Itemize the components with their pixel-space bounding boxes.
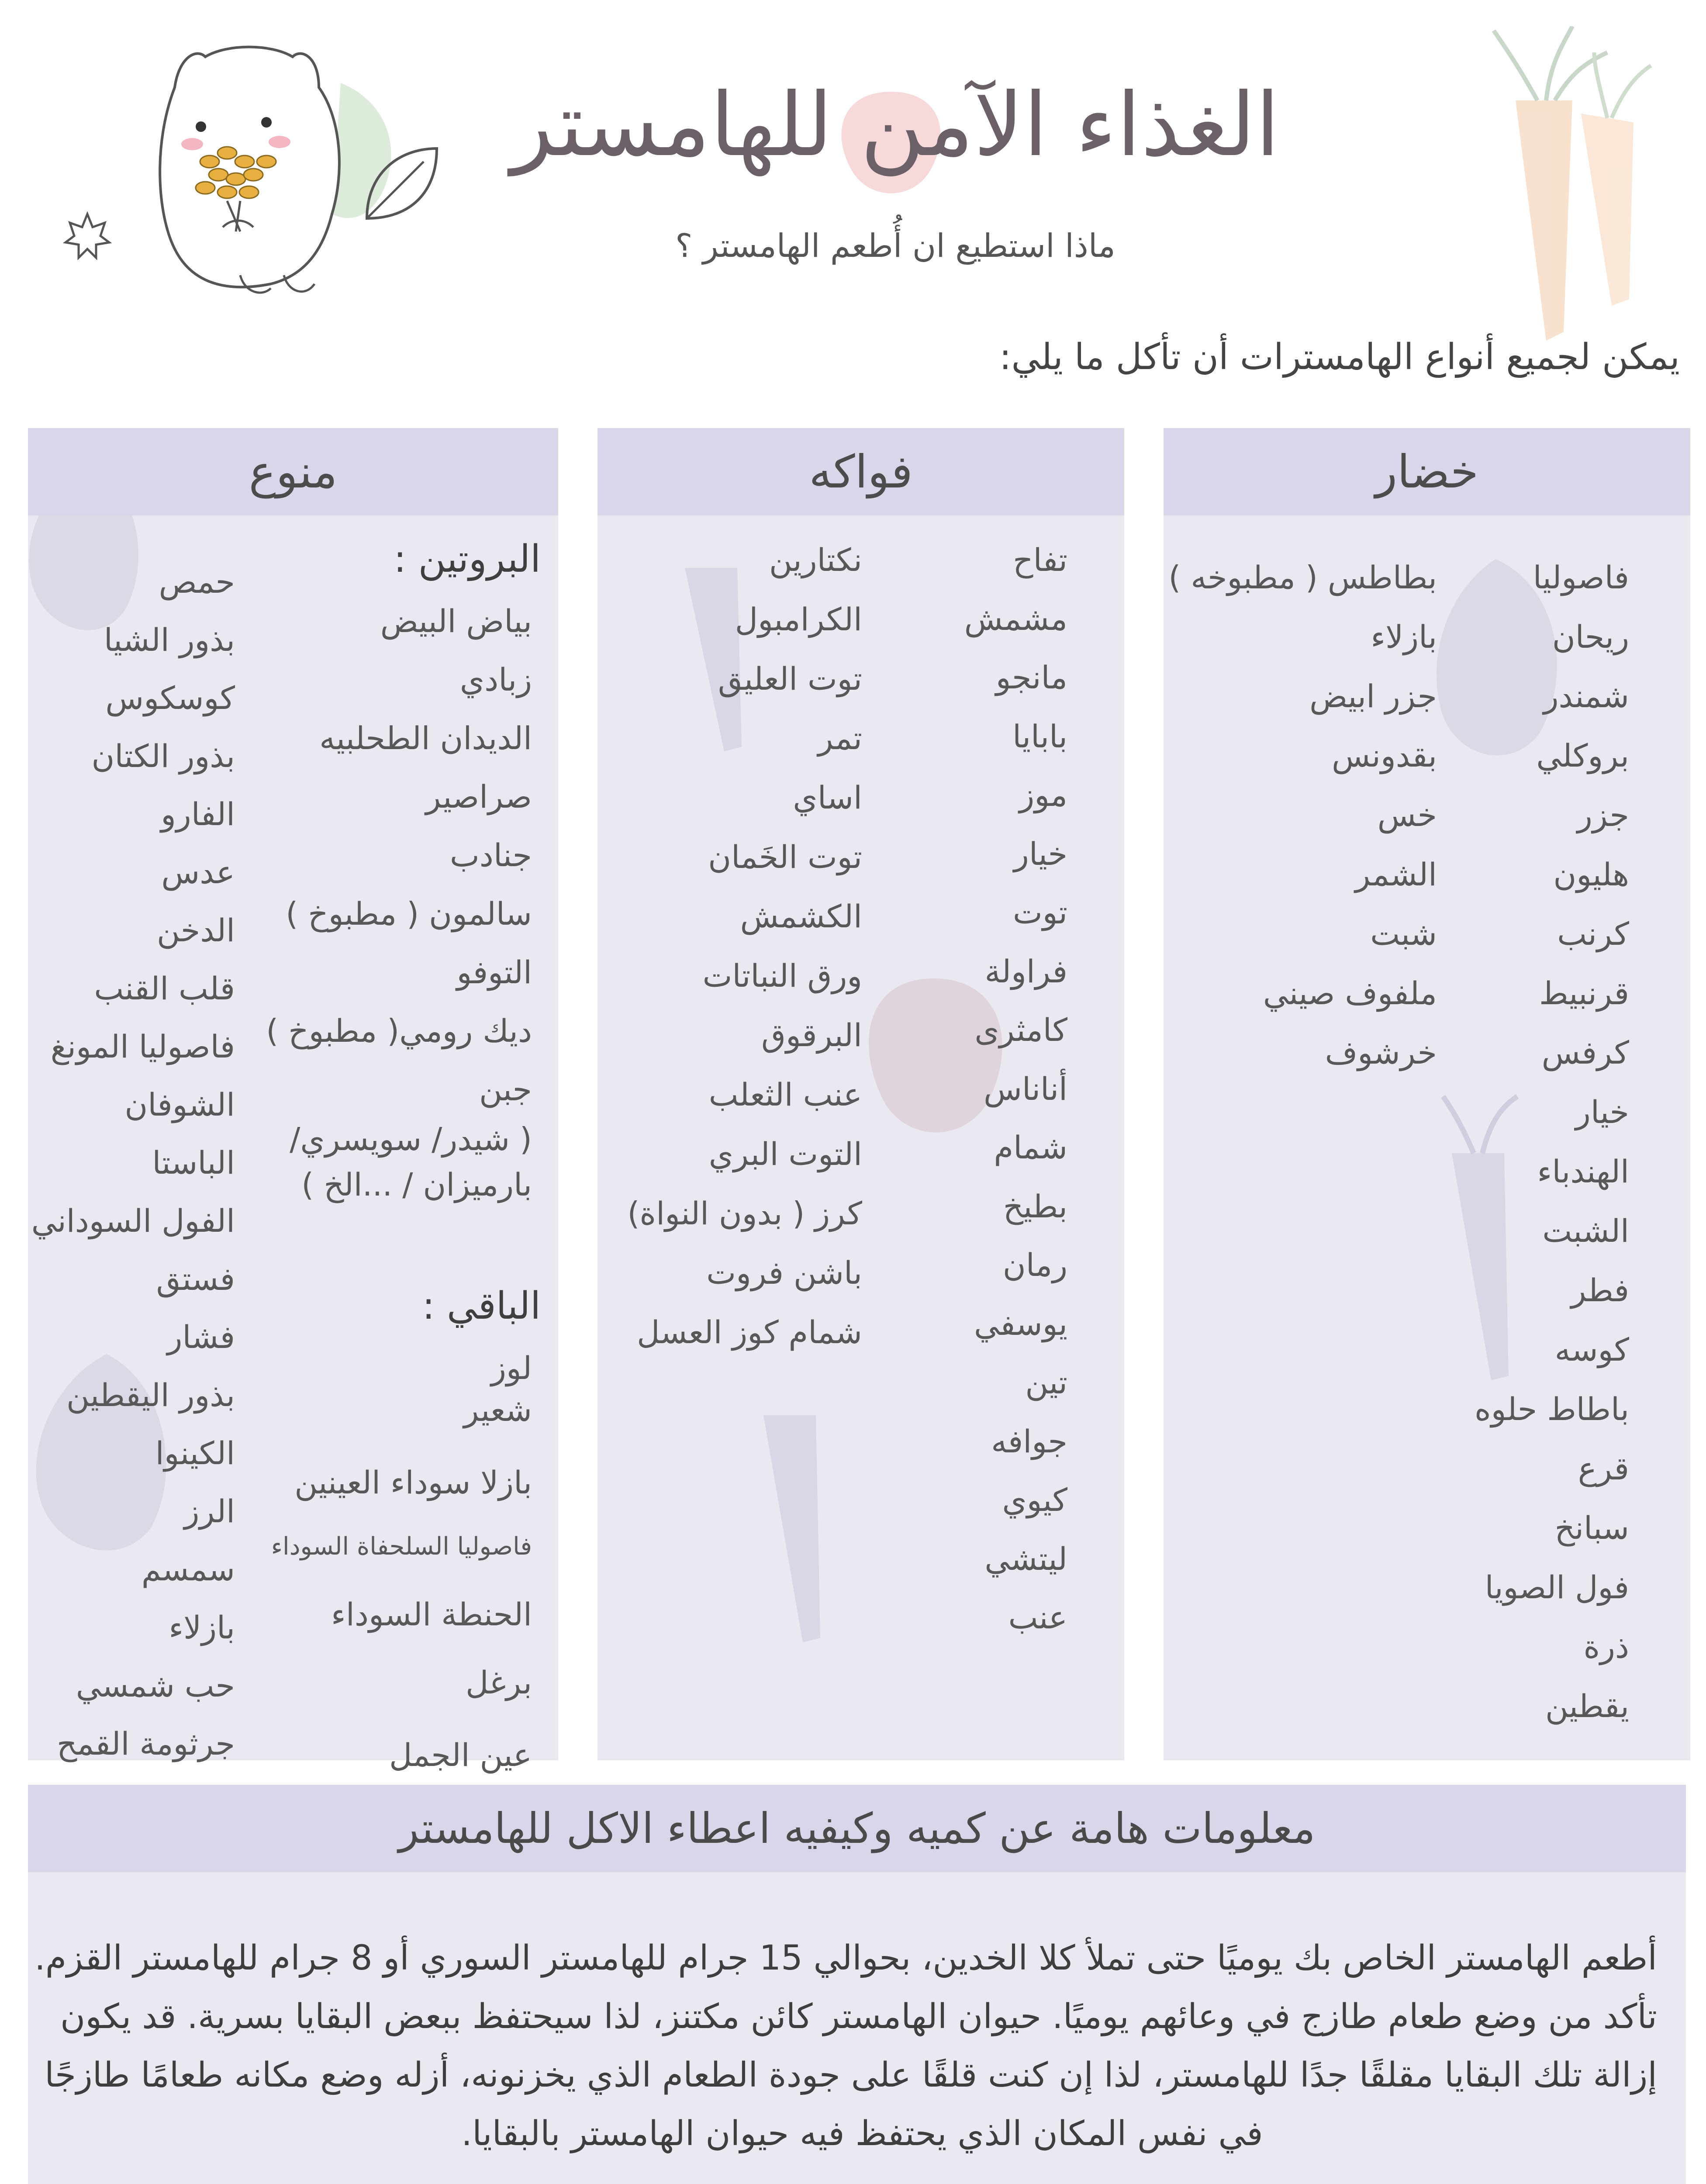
fruit-item: شمام كوز العسل (637, 1314, 862, 1351)
misc-item: بذور الكتان (91, 738, 235, 774)
misc-item: كوسكوس (105, 680, 235, 716)
fruits-header: فواكه (597, 428, 1124, 515)
fruit-item: توت العليق (718, 660, 862, 697)
leaf-icon (358, 140, 445, 227)
fruit-item: الكشمش (740, 898, 862, 935)
fruit-item: كيوي (1002, 1482, 1067, 1518)
fruit-item: نكتارين (769, 542, 862, 578)
protein-label: البروتين : (394, 537, 541, 581)
fruit-item: شمام (994, 1129, 1067, 1166)
vegetable-item: سبانخ (1554, 1510, 1629, 1546)
other-item: عين الجمل (389, 1737, 532, 1773)
fruit-item: مشمش (964, 600, 1067, 637)
fruit-item: أناناس (984, 1070, 1067, 1107)
vegetable-item: فطر (1571, 1272, 1629, 1309)
vegetable-item: قرع (1578, 1450, 1629, 1487)
fruit-item: عنب الثعلب (708, 1076, 862, 1113)
misc-item: بازلاء (169, 1609, 235, 1646)
protein-item: الديدان الطحلبيه (319, 720, 532, 757)
vegetable-item: خرشوف (1325, 1034, 1437, 1071)
info-panel (28, 1785, 1686, 2184)
fruit-item: كامثرى (974, 1012, 1067, 1048)
fruit-item: كرز ( بدون النواة) (627, 1195, 862, 1232)
fruit-item: رمان (1002, 1247, 1067, 1283)
misc-item: الفول السوداني (31, 1203, 235, 1239)
fruits-panel (597, 428, 1124, 1760)
protein-item: بياض البيض (380, 603, 532, 639)
fruit-item: الكرامبول (735, 601, 862, 638)
fruit-item: تمر (818, 720, 862, 757)
vegetable-item: هليون (1553, 856, 1629, 893)
misc-panel (28, 428, 558, 1773)
vegetable-item: بطاطس ( مطبوخه ) (1168, 559, 1437, 596)
vegetables-header: خضار (1164, 428, 1690, 515)
page-subtitle: ماذا استطيع ان أُطعم الهامستر ؟ (675, 227, 1115, 265)
vegetable-item: خيار (1575, 1094, 1629, 1130)
vegetable-item: ريحان (1552, 619, 1629, 655)
misc-item: حب شمسي (76, 1667, 235, 1704)
vegetable-item: بازلاء (1371, 619, 1437, 655)
vegetable-item: شبت (1370, 916, 1437, 952)
vegetable-item: يقطين (1545, 1688, 1629, 1724)
misc-item: عدس (161, 854, 235, 891)
fruit-item: عنب (1008, 1599, 1067, 1636)
maple-leaf-icon (61, 210, 114, 262)
misc-item: الباستا (152, 1144, 235, 1181)
misc-item: سمسم (141, 1551, 235, 1588)
vegetable-item: شمندر (1543, 678, 1629, 715)
fruit-item: جوافه (991, 1423, 1067, 1460)
fruit-item: موز (1019, 777, 1067, 813)
protein-item: زبادي (459, 661, 532, 698)
page-title: الغذاء الآمن للهامستر (511, 74, 1280, 176)
protein-item: صراصير (425, 778, 532, 815)
fruit-item: البرقوق (761, 1017, 862, 1054)
other-item: لوز (491, 1350, 532, 1386)
vegetable-item: بروكلي (1536, 737, 1629, 774)
misc-item: الدخن (156, 912, 235, 949)
paragraph-line: في نفس المكان الذي يحتفظ فيه حيوان الهامستر بالبقايا. (461, 2114, 1263, 2153)
vegetable-item: باطاط حلوه (1475, 1391, 1629, 1427)
other-item: الحنطة السوداء (331, 1596, 532, 1633)
vegetable-item: كوسه (1554, 1331, 1629, 1368)
misc-item: الرز (184, 1493, 235, 1530)
feeding-paragraph (35, 1929, 1657, 2163)
misc-item: بذور اليقطين (66, 1377, 235, 1413)
protein-item: بارميزان / ...الخ ) (301, 1166, 532, 1203)
vegetable-item: فول الصويا (1485, 1569, 1629, 1606)
fruit-item: التوت البري (708, 1136, 862, 1172)
other-item: بازلا سوداء العينين (294, 1464, 532, 1501)
protein-item: جنادب (449, 837, 532, 874)
fruit-item: مانجو (995, 659, 1067, 696)
misc-item: جرثومة القمح (57, 1725, 235, 1762)
other-label: الباقي : (422, 1284, 541, 1328)
fruit-item: بطيخ (1003, 1188, 1067, 1225)
vegetable-item: فاصوليا (1533, 559, 1629, 596)
fruit-item: توت الخَمان (708, 839, 862, 875)
vegetable-item: الشبت (1542, 1213, 1629, 1249)
vegetable-item: جزر ابيض (1309, 678, 1437, 715)
misc-item: بذور الشيا (104, 622, 235, 658)
vegetable-item: ملفوف صيني (1263, 975, 1437, 1012)
fruit-item: اساي (793, 779, 862, 816)
misc-item: قلب القنب (94, 970, 235, 1007)
vegetable-item: خس (1377, 797, 1437, 833)
fruit-item: فراولة (984, 953, 1067, 990)
info-header: معلومات هامة عن كميه وكيفيه اعطاء الاكل للهامستر (28, 1785, 1686, 1872)
carrot-icon (729, 1345, 860, 1651)
fruit-item: باشن فروت (706, 1254, 862, 1291)
paragraph-line: إزالة تلك البقايا مقلقًا جدًا للهامستر، لذا إن كنت قلقًا على جودة الطعام الذي يخزنونه، أزله وضع مكانه طعامًا طازجًا (45, 2056, 1657, 2095)
fruit-item: ليتشي (984, 1540, 1067, 1577)
vegetables-panel (1164, 428, 1690, 1760)
carrot-icon (1406, 26, 1668, 358)
vegetable-item: بقدونس (1332, 737, 1437, 774)
misc-item: الشوفان (124, 1086, 235, 1123)
vegetable-item: الهندباء (1537, 1153, 1629, 1190)
misc-item: فشار (167, 1319, 235, 1355)
paragraph-line: تأكد من وضع طعام طازج في وعائهم يوميًا. حيوان الهامستر كائن مكتنز، لذا سيحتفظ ببعض البقايا بسرية. قد يكون (60, 1997, 1657, 2036)
protein-item: جبن (479, 1071, 532, 1108)
other-item: فاصوليا السلحفاة السوداء (271, 1532, 532, 1561)
protein-item: ديك رومي( مطبوخ ) (266, 1013, 532, 1049)
fruit-item: تفاح (1013, 542, 1067, 578)
intro-text: يمكن لجميع أنواع الهامسترات أن تأكل ما يلي: (999, 336, 1680, 378)
vegetable-item: ذرة (1583, 1628, 1629, 1665)
fruit-item: بابايا (1012, 718, 1067, 755)
misc-item: الفارو (161, 796, 235, 833)
misc-item: حمص (159, 563, 235, 600)
fruit-item: توت (1012, 894, 1067, 931)
misc-item: فاصوليا المونغ (50, 1028, 235, 1065)
vegetable-item: قرنبيط (1539, 975, 1629, 1012)
vegetable-item: كرفس (1541, 1034, 1629, 1071)
vegetable-item: كرنب (1557, 916, 1629, 952)
misc-item: فستق (156, 1261, 235, 1297)
misc-item: الكينوا (155, 1435, 235, 1472)
misc-header: منوع (28, 428, 558, 515)
paragraph-line: أطعم الهامستر الخاص بك يوميًا حتى تملأ كلا الخدين، بحوالي 15 جرام للهامستر السوري أو 8 جرام للهامستر القزم. (35, 1939, 1657, 1978)
other-item: برغل (466, 1664, 532, 1701)
carrot-icon (659, 515, 772, 760)
protein-item: ( شيدر/ سويسري/ (290, 1121, 532, 1158)
fruit-item: تين (1025, 1364, 1067, 1401)
other-item: شعير (463, 1392, 532, 1428)
fruit-item: يوسفي (974, 1305, 1067, 1342)
carrot-icon (1417, 1083, 1548, 1389)
vegetable-item: الشمر (1355, 856, 1437, 893)
fruit-item: ورق النباتات (702, 957, 862, 994)
fruit-item: خيار (1014, 835, 1067, 872)
protein-item: التوفو (456, 954, 532, 991)
vegetable-item: جزر (1577, 797, 1629, 833)
protein-item: سالمون ( مطبوخ ) (286, 895, 532, 932)
